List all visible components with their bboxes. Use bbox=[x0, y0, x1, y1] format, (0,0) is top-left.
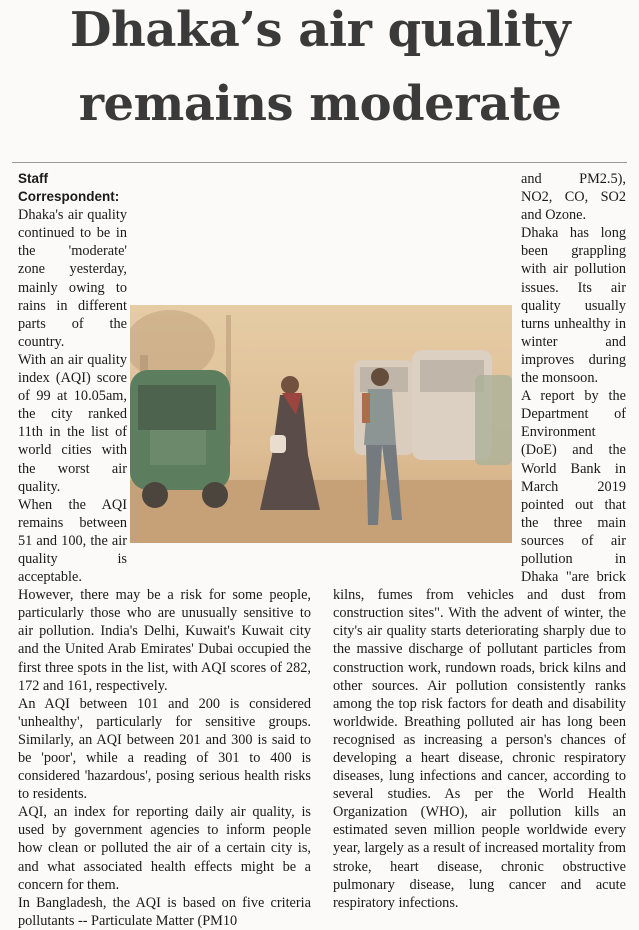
article-paragraph: Staff Correspondent: Dhaka's air quality continued to be in the 'moderate' zone yesterday, mainly owing to rains in different parts of the country. bbox=[18, 171, 127, 350]
headline-divider bbox=[12, 162, 627, 163]
byline: Staff Correspondent: bbox=[18, 171, 120, 205]
street-smog-photo bbox=[130, 305, 512, 543]
article-paragraph: AQI, an index for reporting daily air quality, is used by government agencies to inform people how clean or polluted the air of a certain city is, and what associated health effects might be a concern for them. bbox=[18, 804, 311, 893]
article-paragraph: and PM2.5), NO2, CO, SO2 and Ozone. bbox=[521, 171, 626, 224]
article-paragraph: When the AQI remains between 51 and 100, the air quality is acceptable. However, there may be a risk for some people, particularly those who are unusually sensitive to air pollution. India's Delhi, Kuwait's Kuwait city and the United Arab Emirates' Dubai occupied the first three spots in the list, with AQI scores of 282, 172 and 161, respectively. bbox=[18, 496, 311, 694]
article-paragraph: With an air quality index (AQI) score of 99 at 10.05am, the city ranked 11th in the list of world cities with the worst air quality. bbox=[18, 351, 127, 495]
article-paragraph: A report by the Department of Environment (DoE) and the World Bank in March 2019 pointed out that the three main sources of air pollution in Dhaka "are brick kilns, fumes from vehicles and dust from construction sites". With the advent of winter, the city's air quality starts deteriorating sharply due to the massive discharge of pollutant particles from construction work, rundown roads, brick kilns and other sources. Air pollution consistently ranks among the top risk factors for death and disability worldwide. Breathing polluted air has long been recognised as increasing a person's chances of developing a heart disease, chronic respiratory diseases, lung infections and cancer, according to several studies. As per the World Health Organization (WHO), air pollution kills an estimated seven million people worldwide every year, largely as a result of increased mortality from stroke, heart disease, chronic obstructive pulmonary disease, lung cancer and acute respiratory infections. bbox=[333, 388, 626, 911]
article-paragraph: In Bangladesh, the AQI is based on five criteria pollutants -- Particulate Matter (PM10 bbox=[18, 894, 311, 929]
article-paragraph: An AQI between 101 and 200 is considered 'unhealthy', particularly for sensitive groups. Similarly, an AQI between 201 and 300 is said to be 'poor', while a reading of 301 to 400 is considered 'hazardous', posing serious health risks to residents. bbox=[18, 695, 311, 803]
headline-line-2: remains moderate bbox=[78, 76, 562, 132]
article-paragraph: Dhaka has long been grappling with air pollution issues. Its air quality usually turns unhealthy in winter and improves during the monsoon. bbox=[521, 225, 626, 387]
article-column-left bbox=[18, 170, 311, 930]
headline-line-1: Dhaka’s air quality bbox=[69, 2, 571, 58]
